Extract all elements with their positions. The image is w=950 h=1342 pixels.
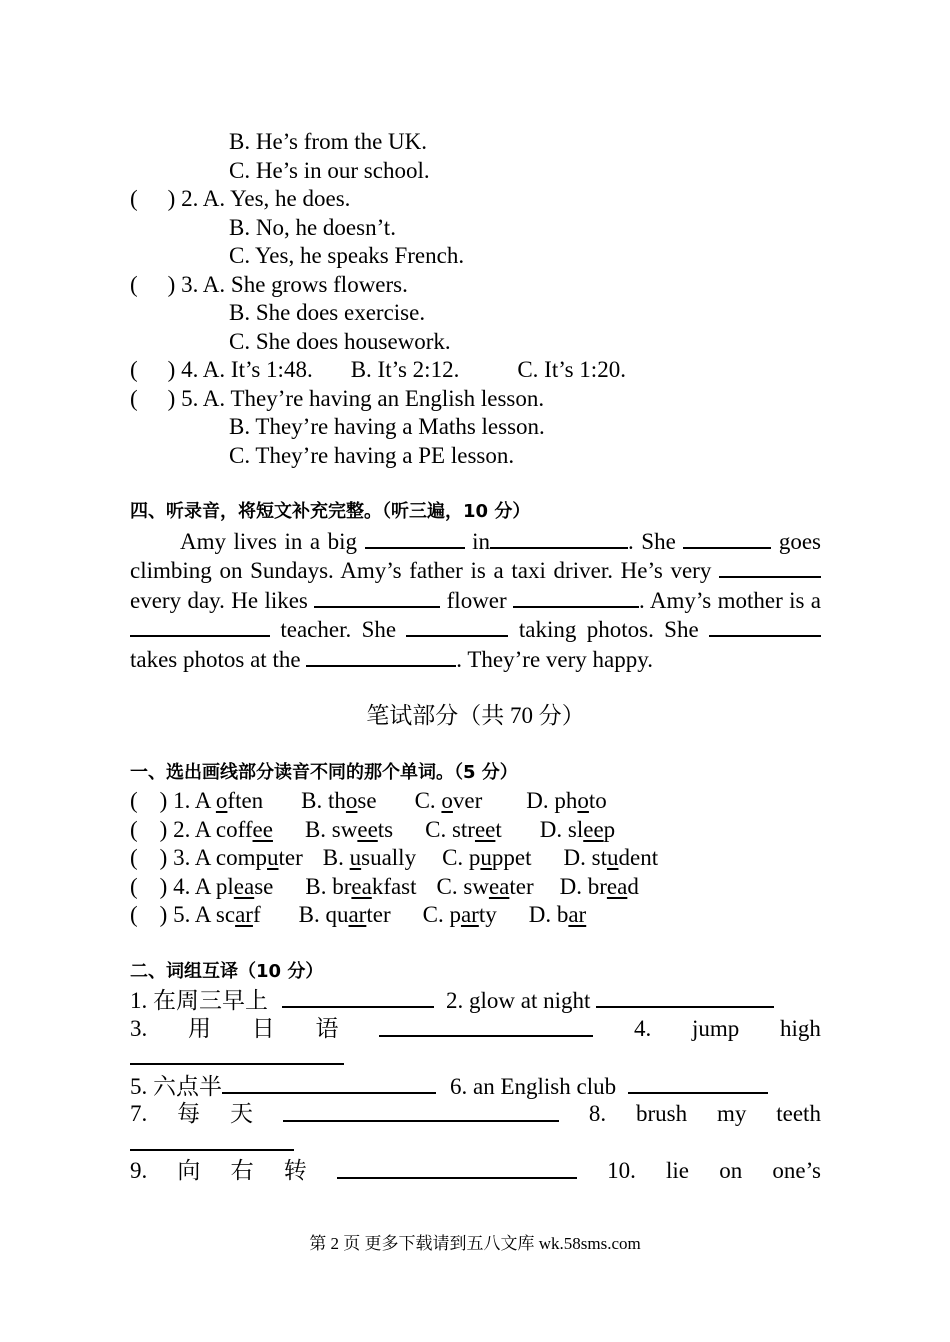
part1-heading: 一、选出画线部分读音不同的那个单词。（5 分） [130, 761, 518, 783]
translate-blank-2[interactable] [596, 986, 774, 1008]
q2-option-b: B. No, he doesn’t. [229, 214, 396, 240]
phonics-row-1: ( ) 1. A often B. those C. over D. photo [130, 788, 607, 813]
translate-row-3: 5. 六点半 6. an English club [130, 1072, 821, 1101]
q3-option-a: ( ) 3. A. She grows flowers. [130, 271, 408, 297]
blank-4[interactable] [719, 556, 821, 578]
section4-heading: 四、听录音，将短文补充完整。（听三遍，10 分） [130, 501, 531, 522]
part2-heading: 二、词组互译（10 分） [130, 960, 324, 982]
q4-options: ( ) 4. A. It’s 1:48. B. It’s 2:12. C. It’s 1:20. [130, 357, 626, 382]
written-part-title: 笔试部分（共 70 分） [366, 703, 585, 728]
page-footer: 第 2 页 更多下载请到五八文库 wk.58sms.com [309, 1234, 641, 1253]
page-content [130, 128, 821, 1186]
blank-5[interactable] [314, 586, 440, 608]
translate-blank-6[interactable] [628, 1072, 768, 1094]
q1-option-b: B. He’s from the UK. [229, 129, 428, 154]
translate-row-5: 9. 向 右 转 10. lie on one’s [130, 1158, 821, 1183]
blank-6[interactable] [513, 586, 639, 608]
q3-option-b: B. She does exercise. [229, 300, 426, 325]
q5-option-a: ( ) 5. A. They’re having an English lesson. [130, 385, 545, 411]
q2-option-a: ( ) 2. A. Yes, he does. [130, 186, 351, 211]
translate-blank-7[interactable] [283, 1100, 559, 1122]
translate-blank-5[interactable] [222, 1072, 436, 1094]
translate-row-2: 3. 用 日 语 4. jump high [130, 1015, 821, 1041]
blank-3[interactable] [683, 527, 771, 549]
blank-2[interactable] [490, 527, 628, 549]
translate-row-4: 7. 每 天 8. brush my teeth [130, 1101, 821, 1126]
q1-option-c: C. He’s in our school. [229, 157, 430, 183]
phonics-row-2: ( ) 2. A coffee B. sweets C. street D. sleep [130, 816, 616, 842]
phonics-row-5: ( ) 5. A scarf B. quarter C. party D. bar [130, 902, 587, 927]
q2-option-c: C. Yes, he speaks French. [229, 243, 465, 268]
blank-10[interactable] [306, 645, 456, 667]
blank-9[interactable] [709, 615, 821, 637]
blank-7[interactable] [130, 615, 270, 637]
translate-blank-9[interactable] [337, 1157, 577, 1179]
section4-passage: Amy lives in a big in . She goes climbing on Sundays. Amy’s father is a taxi driver. He’s very every day. He likes flower . Amy’s mother is a teacher. She taking photos. She takes photos at the . They’re very happy. [130, 528, 822, 672]
blank-8[interactable] [406, 615, 508, 637]
q5-option-b: B. They’re having a Maths lesson. [229, 414, 545, 439]
q3-option-c: C. She does housework. [229, 328, 451, 354]
phonics-row-3: ( ) 3. A computer B. usually C. puppet D. student [130, 845, 659, 870]
translate-blank-3[interactable] [379, 1015, 593, 1037]
translate-blank-4[interactable] [130, 1043, 344, 1065]
phonics-row-4: ( ) 4. A please B. breakfast C. sweater D. bread [130, 873, 639, 899]
blank-1[interactable] [365, 527, 465, 549]
translate-blank-1[interactable] [282, 986, 434, 1008]
translate-row-1: 1. 在周三早上 2. glow at night [130, 986, 821, 1015]
q5-option-c: C. They’re having a PE lesson. [229, 442, 515, 468]
translate-blank-8[interactable] [130, 1129, 294, 1151]
